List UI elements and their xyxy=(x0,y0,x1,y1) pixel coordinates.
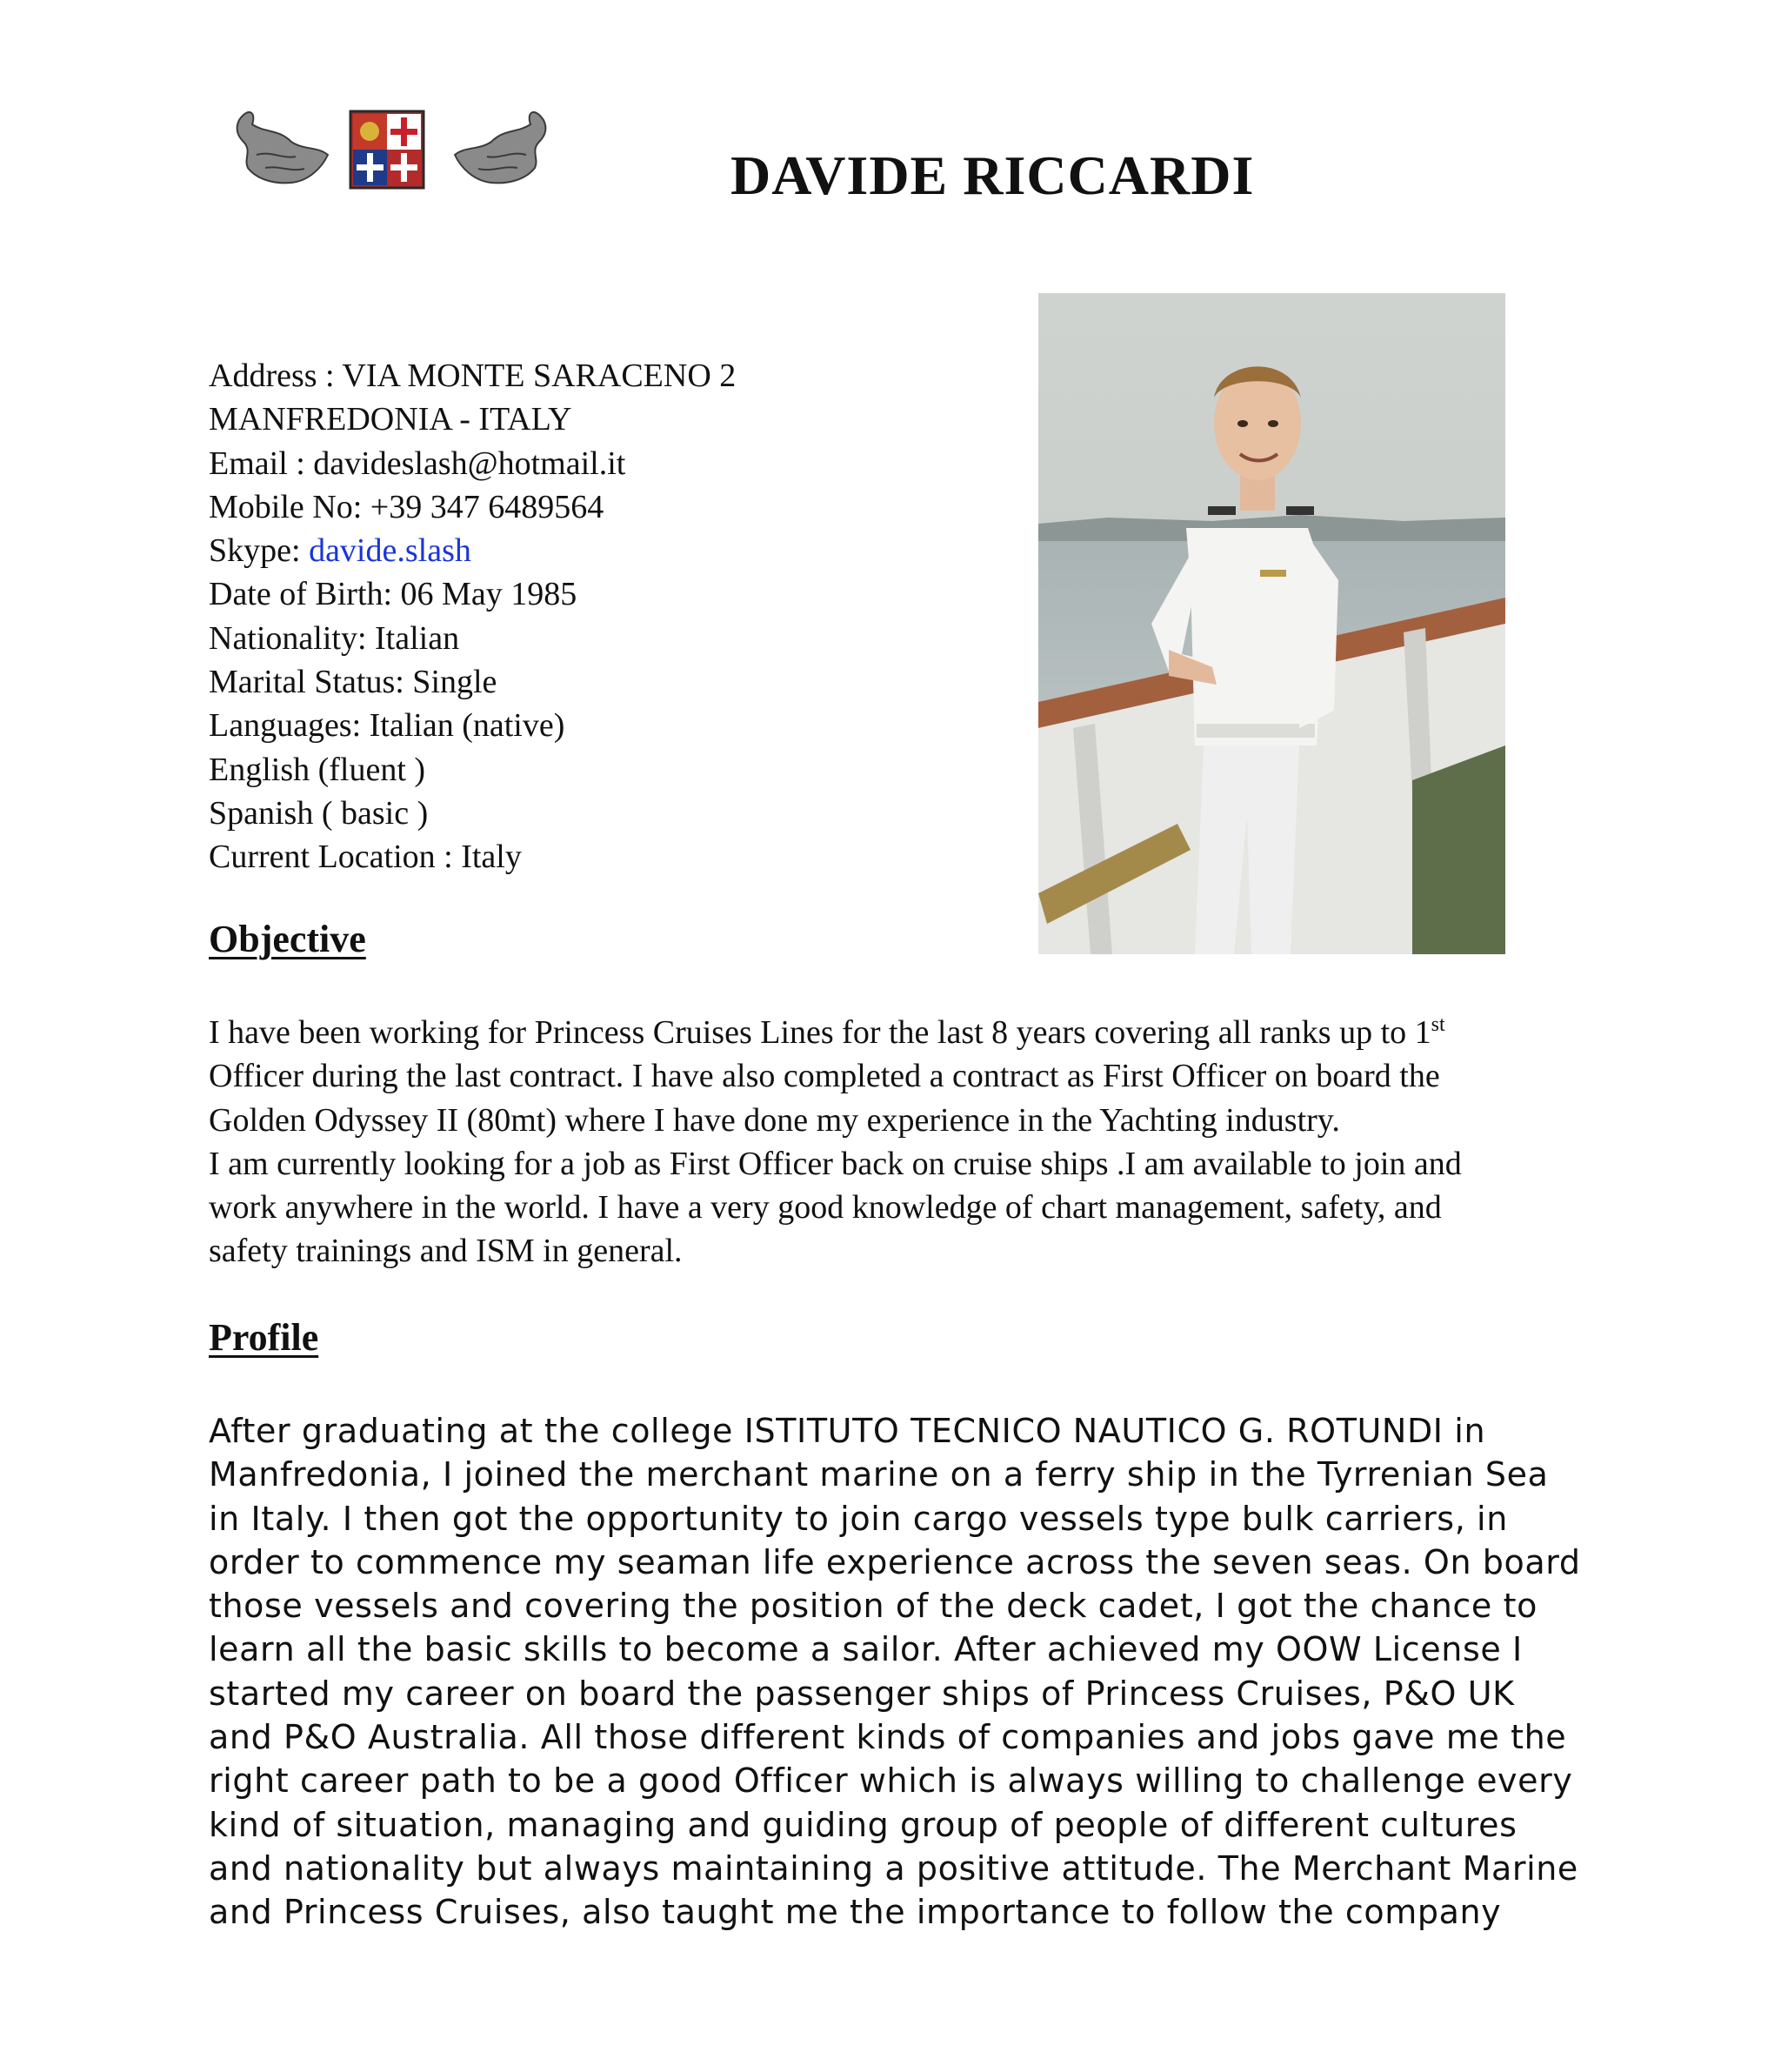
profile-line: in Italy. I then got the opportunity to join cargo vessels type bulk carriers, in xyxy=(209,1499,1508,1538)
objective-heading: Objective xyxy=(209,918,366,960)
profile-line: Manfredonia, I joined the merchant marine on a ferry ship in the Tyrrenian Sea xyxy=(209,1455,1549,1494)
objective-line xyxy=(209,1011,1583,1054)
ordinal-suffix: st xyxy=(1431,1013,1445,1036)
maritime-crest-logo xyxy=(230,103,552,198)
address-line-1: Address : VIA MONTE SARACENO 2 xyxy=(209,358,737,394)
skype-link[interactable]: davide.slash xyxy=(309,532,471,570)
languages-line-3: Spanish ( basic ) xyxy=(209,794,429,832)
objective-line: work anywhere in the world. I have a very good knowledge of chart management, safety, and xyxy=(209,1189,1442,1226)
profile-paragraph xyxy=(209,1409,1600,1935)
marital-status-line: Marital Status: Single xyxy=(209,664,497,701)
profile-line: those vessels and covering the position of the deck cadet, I got the chance to xyxy=(209,1587,1538,1626)
location-line: Current Location : Italy xyxy=(209,839,522,876)
objective-line: I am currently looking for a job as First Officer back on cruise ships .I am available to join and xyxy=(209,1145,1462,1182)
languages-line-2: English (fluent ) xyxy=(209,751,426,788)
languages-line-1: Languages: Italian (native) xyxy=(209,707,565,745)
profile-line: and nationality but always maintaining a positive attitude. The Merchant Marine xyxy=(209,1848,1578,1888)
profile-line: kind of situation, managing and guiding group of people of different cultures xyxy=(209,1805,1518,1844)
profile-line: learn all the basic skills to become a sailor. After achieved my OOW License I xyxy=(209,1630,1523,1669)
nationality-line: Nationality: Italian xyxy=(209,619,460,657)
profile-line: right career path to be a good Officer which is always willing to challenge every xyxy=(209,1761,1573,1801)
objective-paragraph xyxy=(209,1011,1583,1273)
skype-label: Skype: xyxy=(209,532,310,570)
profile-line: After graduating at the college ISTITUTO TECNICO NAUTICO G. ROTUNDI in xyxy=(209,1412,1486,1450)
profile-line: order to commence my seaman life experience across the seven seas. On board xyxy=(209,1542,1581,1581)
skype-line xyxy=(209,529,736,572)
profile-line: started my career on board the passenger ships of Princess Cruises, P&O UK xyxy=(209,1674,1515,1713)
mobile-line: Mobile No: +39 347 6489564 xyxy=(209,488,604,525)
page-title: DAVIDE RICCARDI xyxy=(730,144,1255,206)
contact-details xyxy=(209,354,736,879)
objective-line: Officer during the last contract. I have also completed a contract as First Officer on board the xyxy=(209,1058,1440,1095)
profile-line: and P&O Australia. All those different kinds of companies and jobs gave me the xyxy=(209,1718,1567,1757)
profile-heading: Profile xyxy=(209,1316,319,1359)
portrait-photo xyxy=(1038,293,1505,954)
address-line-2: MANFREDONIA - ITALY xyxy=(209,401,572,438)
objective-line: Golden Odyssey II (80mt) where I have done my experience in the Yachting industry. xyxy=(209,1101,1340,1139)
email-line: Email : davideslash@hotmail.it xyxy=(209,444,626,482)
objective-line-text: I have been working for Princess Cruises Lines for the last 8 years covering all ranks up to 1 xyxy=(209,1014,1431,1051)
objective-line: safety trainings and ISM in general. xyxy=(209,1233,683,1270)
dob-line: Date of Birth: 06 May 1985 xyxy=(209,576,577,613)
profile-line: and Princess Cruises, also taught me the importance to follow the company xyxy=(209,1893,1502,1932)
